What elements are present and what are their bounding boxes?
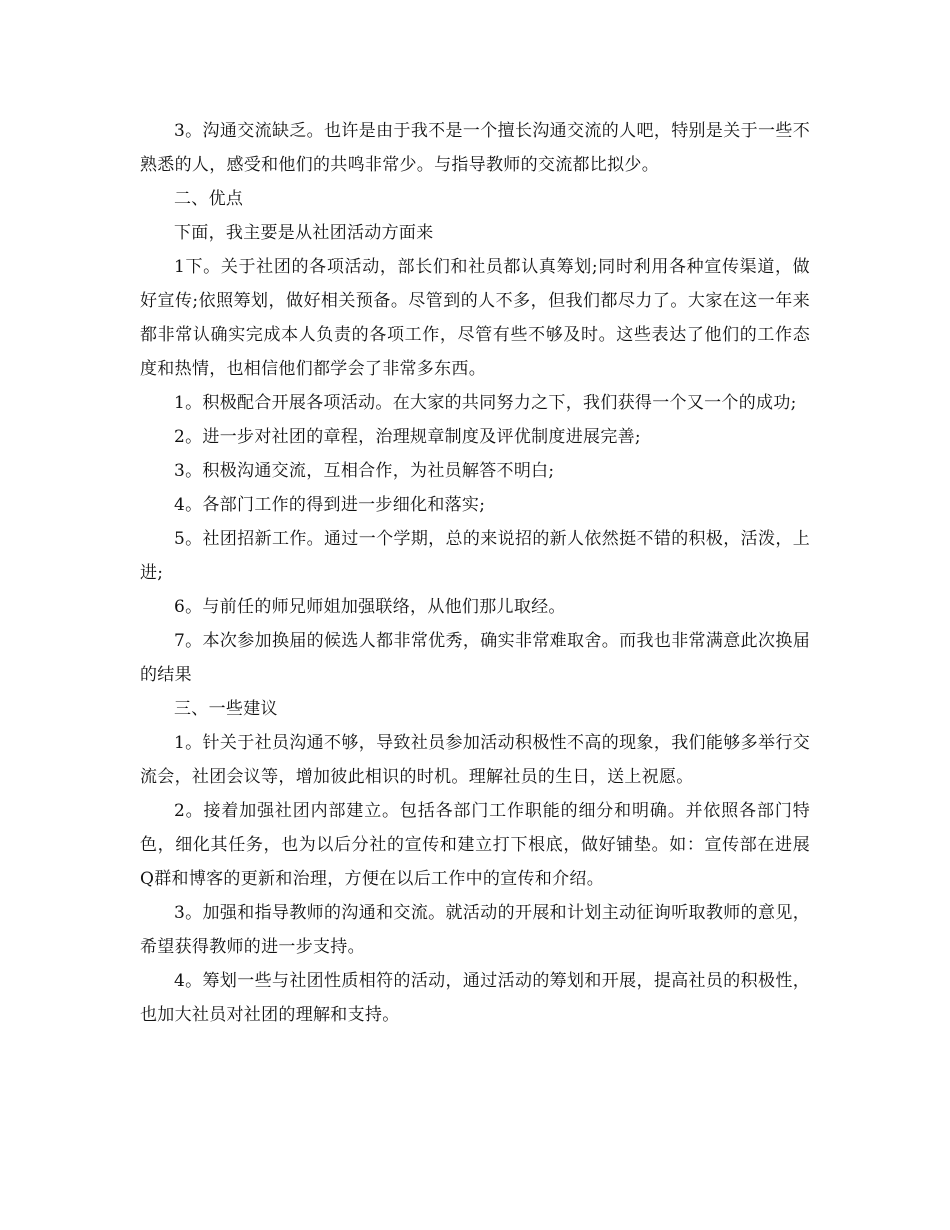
list-item-suggestion-3: 3。加强和指导教师的沟通和交流。就活动的开展和计划主动征询听取教师的意见，希望获得教师的进一步支持。	[140, 903, 810, 957]
list-item-advantage-4: 4。各部门工作的得到进一步细化和落实;	[174, 495, 486, 515]
list-item-advantage-6: 6。与前任的师兄师姐加强联络，从他们那儿取经。	[174, 597, 566, 617]
heading-suggestions: 三、一些建议	[174, 699, 278, 719]
paragraph-activities-summary: 1下。关于社团的各项活动，部长们和社员都认真筹划;同时利用各种宣传渠道，做好宣传;依照筹划，做好相关预备。尽管到的人不多，但我们都尽力了。大家在这一年来都非常认确实完成本人负责的各项工作，尽管有些不够及时。这些表达了他们的工作态度和热情，也相信他们都学会了非常多东西。	[140, 257, 810, 379]
list-item-advantage-3: 3。积极沟通交流，互相合作，为社员解答不明白;	[174, 461, 555, 481]
paragraph-intro: 下面，我主要是从社团活动方面来	[174, 223, 434, 243]
paragraph-communication-lacking: 3。沟通交流缺乏。也许是由于我不是一个擅长沟通交流的人吧，特别是关于一些不熟悉的人，感受和他们的共鸣非常少。与指导教师的交流都比拟少。	[140, 121, 810, 175]
list-item-advantage-1: 1。积极配合开展各项活动。在大家的共同努力之下，我们获得一个又一个的成功;	[174, 393, 797, 413]
document-body	[140, 114, 810, 1032]
heading-advantages: 二、优点	[174, 189, 244, 209]
list-item-suggestion-1: 1。针关于社员沟通不够，导致社员参加活动积极性不高的现象，我们能够多举行交流会，社团会议等，增加彼此相识的时机。理解社员的生日，送上祝愿。	[140, 733, 810, 787]
list-item-advantage-5: 5。社团招新工作。通过一个学期，总的来说招的新人依然挺不错的积极，活泼，上进;	[140, 529, 810, 583]
list-item-advantage-2: 2。进一步对社团的章程，治理规章制度及评优制度进展完善;	[174, 427, 641, 447]
list-item-suggestion-4: 4。筹划一些与社团性质相符的活动，通过活动的筹划和开展，提高社员的积极性，也加大社员对社团的理解和支持。	[140, 971, 810, 1025]
list-item-advantage-7: 7。本次参加换届的候选人都非常优秀，确实非常难取舍。而我也非常满意此次换届的结果	[140, 631, 810, 685]
list-item-suggestion-2: 2。接着加强社团内部建立。包括各部门工作职能的细分和明确。并依照各部门特色，细化其任务，也为以后分社的宣传和建立打下根底，做好铺垫。如：宣传部在进展Q群和博客的更新和治理，方便在以后工作中的宣传和介绍。	[140, 801, 810, 889]
